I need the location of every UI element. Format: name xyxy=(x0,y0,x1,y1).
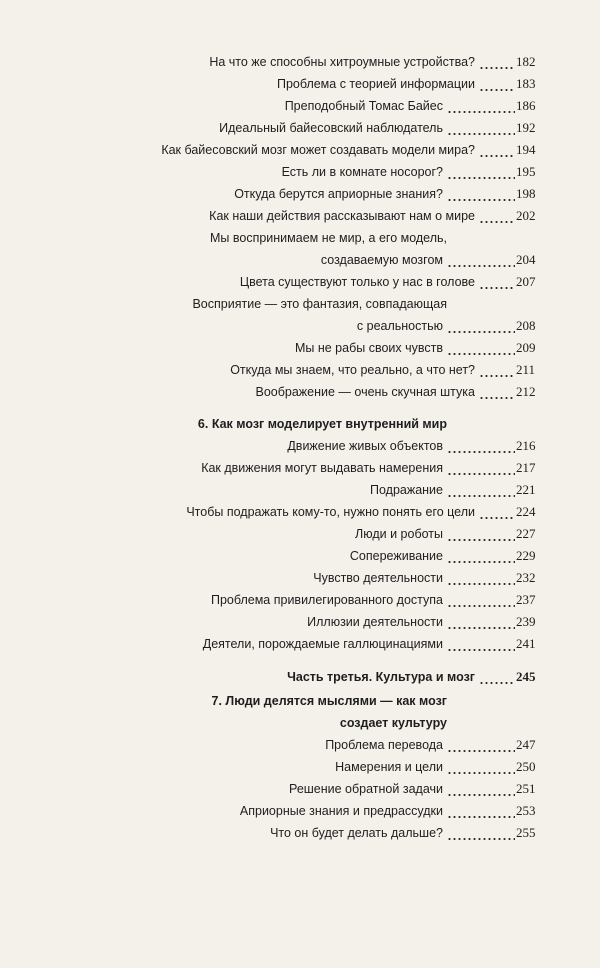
toc-entry-first-line xyxy=(210,224,542,246)
toc-entry xyxy=(240,797,542,819)
toc-entry-page: 195 xyxy=(516,164,536,179)
toc-entry-page: 229 xyxy=(516,548,536,563)
toc-entry-title: Идеальный байесовский наблюдатель xyxy=(219,121,443,135)
toc-entry-title: Преподобный Томас Байес xyxy=(284,99,443,113)
dot-leader xyxy=(447,438,515,454)
toc-entry-page: 192 xyxy=(516,120,536,135)
toc-entry xyxy=(186,498,542,520)
toc-entry-page: 204 xyxy=(516,252,536,267)
dot-leader xyxy=(447,252,515,268)
toc-entry-title: Иллюзии деятельности xyxy=(307,615,443,629)
dot-leader xyxy=(447,781,515,797)
dot-leader xyxy=(479,274,515,290)
dot-leader xyxy=(447,737,515,753)
dot-leader xyxy=(447,164,515,180)
toc-entry-title: Мы воспринимаем не мир, а его модель, xyxy=(210,231,447,245)
toc-entry-page: 247 xyxy=(516,737,536,752)
toc-entry-first-line xyxy=(192,290,542,312)
toc-entry-title: Как байесовский мозг может создавать модели мира? xyxy=(161,143,475,157)
toc-entry-page: 241 xyxy=(516,636,536,651)
toc-entry-page: 212 xyxy=(516,384,536,399)
part-page: 245 xyxy=(516,669,536,684)
dot-leader xyxy=(447,614,515,630)
dot-leader xyxy=(479,208,515,224)
toc-entry xyxy=(209,48,542,70)
toc-entry xyxy=(287,432,542,454)
dot-leader xyxy=(447,570,515,586)
toc-entry xyxy=(355,520,542,542)
toc-entry-title: с реальностью xyxy=(356,319,443,333)
toc-entry-title: Чувство деятельности xyxy=(313,571,443,585)
toc-entry-title: Проблема привилегированного доступа xyxy=(210,593,443,607)
dot-leader xyxy=(447,186,515,202)
toc-entry-title: создаваемую мозгом xyxy=(320,253,443,267)
toc-entry xyxy=(370,476,542,498)
toc-entry-title: Движение живых объектов xyxy=(287,439,443,453)
toc-entry-page: 251 xyxy=(516,781,536,796)
toc-entry xyxy=(230,356,542,378)
toc-entry xyxy=(285,92,542,114)
toc-entry xyxy=(357,312,542,334)
toc-entry xyxy=(201,454,542,476)
toc-entry xyxy=(321,246,542,268)
toc-entry xyxy=(240,268,542,290)
dot-leader xyxy=(447,318,515,334)
toc-entry-page: 209 xyxy=(516,340,536,355)
toc-entry-title: Цвета существуют только у нас в голове xyxy=(239,275,475,289)
toc-entry-page: 224 xyxy=(516,504,536,519)
toc-entry-title: Восприятие — это фантазия, совпадающая xyxy=(192,297,447,311)
toc-entry-page: 232 xyxy=(516,570,536,585)
dot-leader xyxy=(447,592,515,608)
toc-entry-title: Воображение — очень скучная штука xyxy=(255,385,475,399)
toc-entry xyxy=(325,731,542,753)
toc-entry-title: Что он будет делать дальше? xyxy=(270,826,443,840)
part-heading xyxy=(287,663,542,685)
dot-leader xyxy=(447,120,515,136)
toc-entry xyxy=(270,819,542,841)
toc-entry-title: Как наши действия рассказывают нам о мире xyxy=(209,209,475,223)
dot-leader xyxy=(479,504,515,520)
chapter-heading-continuation xyxy=(340,709,542,731)
chapter-title: 6. Как мозг моделирует внутренний мир xyxy=(197,417,447,431)
dot-leader xyxy=(447,98,515,114)
toc-entry-title: Подражание xyxy=(369,483,443,497)
part-title: Часть третья. Культура и мозг xyxy=(287,670,475,684)
toc-entry-page: 202 xyxy=(516,208,536,223)
dot-leader xyxy=(479,669,515,685)
toc-entry xyxy=(256,378,543,400)
chapter-heading xyxy=(212,687,542,709)
toc-entry-page: 207 xyxy=(516,274,536,289)
toc-entry-page: 208 xyxy=(516,318,536,333)
toc-entry-title: Сопереживание xyxy=(349,549,443,563)
toc-entry-page: 194 xyxy=(516,142,536,157)
toc-entry-page: 227 xyxy=(516,526,536,541)
dot-leader xyxy=(479,142,515,158)
toc-entry-page: 182 xyxy=(516,54,536,69)
dot-leader xyxy=(479,76,515,92)
dot-leader xyxy=(447,759,515,775)
dot-leader xyxy=(479,362,515,378)
toc-entry xyxy=(209,202,542,224)
dot-leader xyxy=(447,460,515,476)
toc-entry-title: Мы не рабы своих чувств xyxy=(294,341,443,355)
toc-entry-title: Чтобы подражать кому-то, нужно понять его цели xyxy=(186,505,475,519)
toc-entry xyxy=(295,334,542,356)
dot-leader xyxy=(447,340,515,356)
toc-entry-page: 198 xyxy=(516,186,536,201)
toc-entry-title: Проблема с теорией информации xyxy=(276,77,475,91)
toc-entry-page: 186 xyxy=(516,98,536,113)
toc-entry xyxy=(313,564,542,586)
toc-entry-page: 253 xyxy=(516,803,536,818)
toc-entry-title: Решение обратной задачи xyxy=(289,782,443,796)
dot-leader xyxy=(479,384,515,400)
dot-leader xyxy=(447,825,515,841)
toc-entry-title: Деятели, порождаемые галлюцинациями xyxy=(202,637,443,651)
dot-leader xyxy=(447,548,515,564)
toc-entry-title: На что же способны хитроумные устройства? xyxy=(209,55,475,69)
dot-leader xyxy=(447,482,515,498)
toc-entry xyxy=(289,775,542,797)
toc-entry xyxy=(161,136,542,158)
toc-entry-page: 217 xyxy=(516,460,536,475)
toc-entry-title: Априорные знания и предрассудки xyxy=(239,804,443,818)
toc-entry-title: Люди и роботы xyxy=(355,527,443,541)
toc-entry-page: 211 xyxy=(516,362,536,377)
toc-entry-page: 237 xyxy=(516,592,536,607)
toc-entry-title: Проблема перевода xyxy=(325,738,443,752)
toc-entry-page: 239 xyxy=(516,614,536,629)
toc-entry xyxy=(307,608,542,630)
dot-leader xyxy=(447,526,515,542)
toc-entry-page: 255 xyxy=(516,825,536,840)
toc-entry xyxy=(277,70,542,92)
toc-entry-page: 183 xyxy=(516,76,536,91)
toc-entry-page: 216 xyxy=(516,438,536,453)
toc-entry-title: Откуда берутся априорные знания? xyxy=(234,187,443,201)
toc-entry xyxy=(203,630,542,652)
chapter-title: 7. Люди делятся мыслями — как мозг xyxy=(211,694,447,708)
toc-entry xyxy=(219,114,542,136)
toc-entry-title: Есть ли в комнате носорог? xyxy=(281,165,443,179)
toc-entry xyxy=(350,542,542,564)
dot-leader xyxy=(447,636,515,652)
toc-entry-page: 250 xyxy=(516,759,536,774)
toc-entry-title: Как движения могут выдавать намерения xyxy=(201,461,443,475)
toc-entry xyxy=(211,586,542,608)
toc-entry-page: 221 xyxy=(516,482,536,497)
chapter-heading xyxy=(198,410,542,432)
toc-entry xyxy=(234,180,542,202)
dot-leader xyxy=(447,803,515,819)
toc-entry-title: Откуда мы знаем, что реально, а что нет? xyxy=(230,363,475,377)
toc-entry xyxy=(335,753,542,775)
chapter-title: создает культуру xyxy=(339,716,447,730)
toc-entry xyxy=(282,158,542,180)
dot-leader xyxy=(479,54,515,70)
toc-entry-title: Намерения и цели xyxy=(335,760,443,774)
